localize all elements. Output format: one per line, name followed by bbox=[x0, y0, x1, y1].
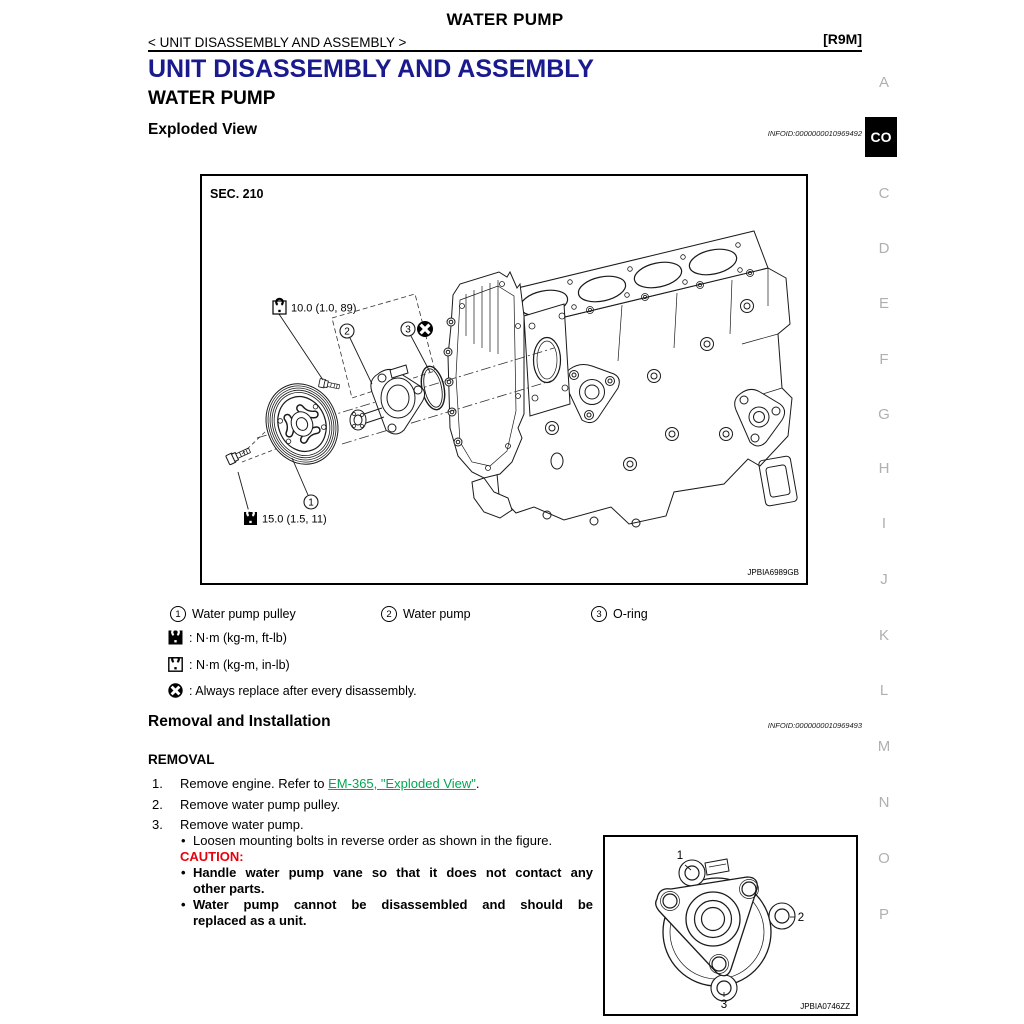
torque-top-value: 10.0 (1.0, 89) bbox=[291, 302, 357, 315]
step-3-number: 3. bbox=[152, 817, 163, 832]
page-title: WATER PUMP bbox=[446, 10, 564, 29]
sidebar-tab-p: P bbox=[878, 906, 889, 923]
step-1-post: . bbox=[475, 776, 480, 791]
section-title: UNIT DISASSEMBLY AND ASSEMBLY bbox=[148, 55, 594, 83]
sidebar-tab-co-active: CO bbox=[865, 117, 897, 157]
sidebar-tab-g: G bbox=[878, 406, 890, 423]
subsection-title: WATER PUMP bbox=[148, 88, 276, 109]
breadcrumb: < UNIT DISASSEMBLY AND ASSEMBLY > bbox=[148, 35, 407, 50]
caution-1-line-1: Handle water pump vane so that it does not contact any bbox=[193, 865, 593, 880]
caution-label: CAUTION: bbox=[180, 849, 244, 864]
exploded-view-figure-frame bbox=[200, 174, 808, 585]
sidebar-tab-a: A bbox=[878, 74, 889, 91]
sidebar-tab-f: F bbox=[879, 351, 889, 368]
legend-inlb-text: : N·m (kg-m, in-lb) bbox=[189, 657, 290, 672]
torque-icon-inlb bbox=[273, 299, 286, 314]
legend-num-3: 3 bbox=[591, 606, 607, 622]
sidebar-tab-k: K bbox=[878, 627, 889, 644]
bolt-label-3: 3 bbox=[720, 999, 728, 1011]
step-2-number: 2. bbox=[152, 797, 163, 812]
legend-num-1: 1 bbox=[170, 606, 186, 622]
sidebar-tab-i: I bbox=[881, 515, 887, 532]
bolt-label-1: 1 bbox=[676, 850, 684, 862]
removal-subheading: REMOVAL bbox=[148, 752, 215, 767]
caution-item-2 bbox=[181, 897, 593, 929]
removal-installation-heading: Removal and Installation bbox=[148, 713, 331, 730]
legend-label-1: Water pump pulley bbox=[192, 607, 296, 621]
bullet-marker-1: • bbox=[181, 833, 186, 848]
infoid-removal: INFOID:0000000010969493 bbox=[767, 721, 862, 730]
step-1-number: 1. bbox=[152, 776, 163, 791]
sidebar-tab-m: M bbox=[877, 738, 891, 755]
pulley-bolt-upper bbox=[318, 378, 340, 391]
sidebar-tab-d: D bbox=[878, 240, 890, 257]
legend-replace bbox=[168, 683, 417, 698]
infoid-exploded-view: INFOID:0000000010969492 bbox=[767, 129, 862, 138]
legend-ftlb-text: : N·m (kg-m, ft-lb) bbox=[189, 630, 287, 645]
sidebar-tab-l: L bbox=[879, 682, 889, 699]
legend-item-oring bbox=[591, 606, 648, 622]
sidebar-tab-n: N bbox=[878, 794, 890, 811]
step-1-pre: Remove engine. Refer to bbox=[180, 776, 329, 791]
water-pump-front-view bbox=[656, 859, 795, 1001]
callout-2-label: 2 bbox=[344, 326, 350, 338]
torque-bottom-value: 15.0 (1.5, 11) bbox=[262, 513, 327, 526]
caution-item-1 bbox=[181, 865, 593, 897]
caution-2-line-1: Water pump cannot be disassembled and should be bbox=[193, 897, 593, 912]
caution-1-line-2: other parts. bbox=[193, 881, 265, 896]
figure-sec-label: SEC. 210 bbox=[210, 187, 264, 201]
sidebar-tab-o: O bbox=[878, 850, 890, 867]
em-365-link[interactable]: EM-365, "Exploded View" bbox=[328, 776, 476, 791]
ftlb-wrench-icon bbox=[168, 630, 183, 645]
step-3-text: Remove water pump. bbox=[180, 817, 304, 832]
sidebar-tab-c: C bbox=[878, 185, 890, 202]
model-code: [R9M] bbox=[823, 31, 862, 47]
caution-2-line-2: replaced as a unit. bbox=[193, 913, 307, 928]
legend-replace-text: : Always replace after every disassembly. bbox=[189, 683, 417, 698]
header-rule bbox=[148, 50, 862, 52]
torque-icon-ftlb bbox=[244, 510, 257, 525]
figure-image-code: JPBIA6989GB bbox=[747, 568, 799, 577]
bullet-marker-3: • bbox=[181, 897, 186, 912]
sidebar-tab-e: E bbox=[878, 295, 889, 312]
legend-torque-inlb bbox=[168, 657, 290, 672]
exploded-view-heading: Exploded View bbox=[148, 121, 258, 138]
step-2-text: Remove water pump pulley. bbox=[180, 797, 341, 812]
pulley-bolt-lower bbox=[226, 446, 252, 465]
sidebar-tab-j: J bbox=[880, 571, 888, 588]
bullet-marker-2: • bbox=[181, 865, 186, 880]
callout-3-label: 3 bbox=[405, 324, 411, 336]
inlb-wrench-icon bbox=[168, 657, 183, 672]
legend-num-2: 2 bbox=[381, 606, 397, 622]
sidebar-tab-h: H bbox=[878, 460, 890, 477]
replace-icon bbox=[417, 321, 433, 337]
bolt-label-2: 2 bbox=[797, 912, 805, 924]
loosen-bolts-note: Loosen mounting bolts in reverse order as shown in the figure. bbox=[193, 833, 553, 848]
bolt-order-figure bbox=[605, 837, 856, 1014]
water-pump-drawing bbox=[350, 365, 425, 434]
step-1-text bbox=[180, 776, 480, 791]
callout-1-label: 1 bbox=[308, 497, 314, 509]
legend-item-pump bbox=[381, 606, 471, 622]
legend-label-2: Water pump bbox=[403, 607, 471, 621]
replace-icon bbox=[168, 683, 183, 698]
small-figure-image-code: JPBIA0746ZZ bbox=[800, 1002, 850, 1011]
legend-item-pulley bbox=[170, 606, 296, 622]
exploded-view-figure bbox=[202, 176, 806, 583]
legend-torque-ftlb bbox=[168, 630, 287, 645]
legend-label-3: O-ring bbox=[613, 607, 648, 621]
bolt-order-figure-frame bbox=[603, 835, 858, 1016]
